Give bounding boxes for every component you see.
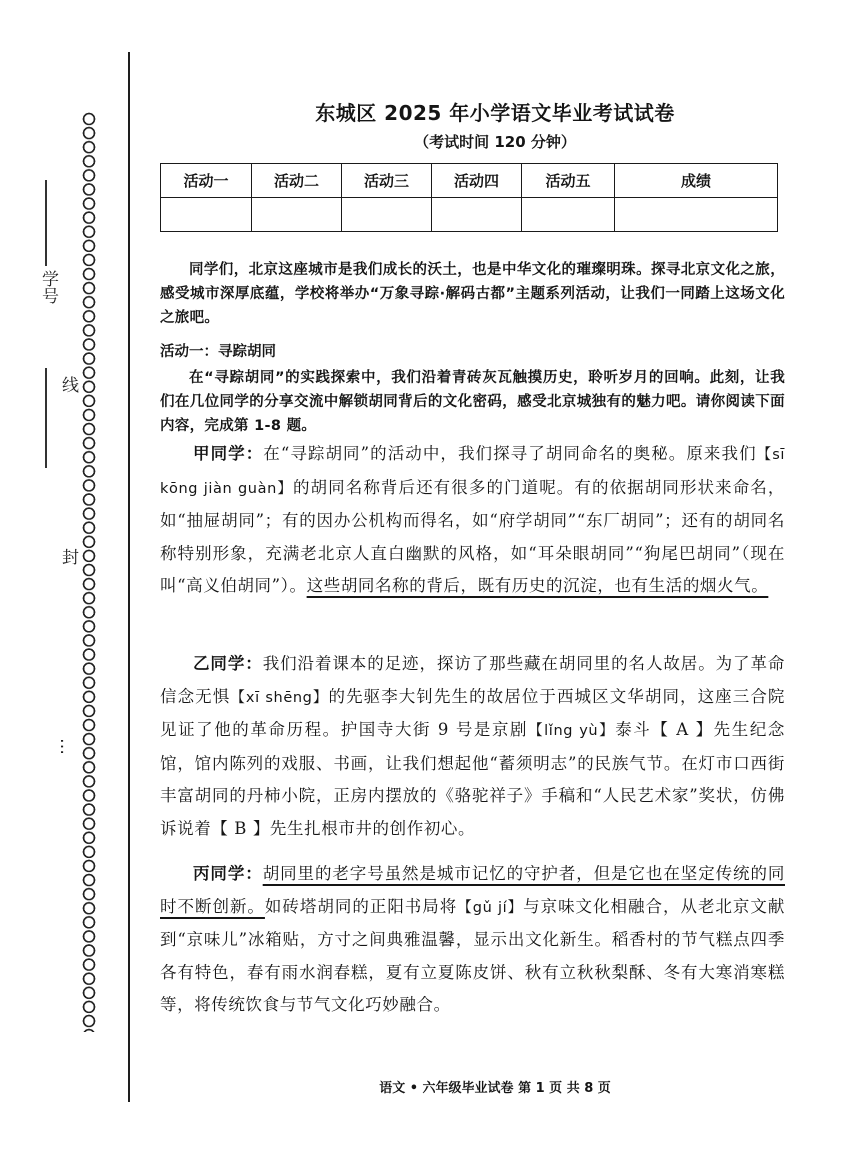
intro-paragraph: 同学们，北京这座城市是我们成长的沃土，也是中华文化的璀璨明珠。探寻北京文化之旅，感受城市深厚底蕴，学校将举办“万象寻踪·解码古都”主题系列活动，让我们一同踏上这场文化之旅吧。 (160, 262, 785, 326)
binding-margin (0, 0, 128, 1154)
jia-underlined-sentence: 这些胡同名称的背后，既有历史的沉淀，也有生活的烟火气。 (306, 576, 769, 595)
bing-underlined-sentence: 胡同里的老字号虽然是城市记忆的守护者，但是它也在坚定传统的同时不断创新。 (160, 864, 785, 916)
binding-blank-2 (45, 368, 47, 468)
score-cell-activity3[interactable] (342, 198, 432, 232)
activity1-heading: 活动一：寻踪胡同 (160, 344, 276, 360)
activity1-intro: 在“寻踪胡同”的实践探索中，我们沿着青砖灰瓦触摸历史，聆听岁月的回响。此刻，让我们在几位同学的分享交流中解锁胡同背后的文化密码，感受北京城独有的魅力吧。请你阅读下面内容，完成第 1-8 题。 (160, 370, 785, 434)
passage-yi (160, 648, 785, 845)
score-cell-activity1[interactable] (161, 198, 252, 232)
score-table-entry-row (161, 198, 778, 232)
binding-label-student-id: 学号 (38, 270, 58, 304)
score-cell-activity5[interactable] (522, 198, 615, 232)
score-cell-total[interactable] (615, 198, 778, 232)
yi-text-1: 我们沿着课本的足迹，探访了那些藏在胡同里的名人故居。为了革命信念无惧 (160, 654, 785, 706)
exam-title: 东城区 2025 年小学语文毕业考试试卷 (315, 101, 675, 125)
score-col-activity2: 活动二 (252, 164, 342, 198)
passage-bing (160, 858, 785, 1022)
binding-label-dots: … (56, 738, 76, 755)
score-col-activity4: 活动四 (432, 164, 522, 198)
yi-text-2: 的先驱李大钊先生的故居位于西城区文华胡同，这座三合院见证了他的革命历程。护国寺大街 9 号是京剧 (160, 686, 785, 739)
jia-text-1: 在“寻踪胡同”的活动中，我们探寻了胡同命名的奥秘。原来我们 (263, 444, 757, 463)
binding-label-seal: 封 (58, 548, 78, 565)
binding-label-line: 线 (58, 376, 78, 393)
speaker-jia: 甲同学： (193, 444, 264, 463)
passage-jia (160, 438, 785, 603)
student-id-blank (45, 180, 47, 266)
score-table-header-row (161, 164, 778, 198)
score-col-activity1: 活动一 (161, 164, 252, 198)
yi-text-3: 泰斗【 A 】先生纪念馆，馆内陈列的戏服、书画，让我们想起他“蓄须明志”的民族气节。在灯市口西街丰富胡同的丹柿小院，正房内摆放的《骆驼祥子》手稿和“人民艺术家”奖状，仿佛诉说着【 B 】先生扎根市井的创作初心。 (160, 720, 785, 838)
speaker-bing: 丙同学： (193, 864, 263, 883)
score-col-activity5: 活动五 (522, 164, 615, 198)
speaker-yi: 乙同学： (193, 654, 263, 673)
binding-hole-column (82, 112, 96, 1032)
page-footer: 语文 • 六年级毕业试卷 第 1 页 共 8 页 (379, 1081, 611, 1096)
jia-text-2: 的胡同名称背后还有很多的门道呢。有的依据胡同形状来命名，如“抽屉胡同”；有的因办公机构而得名，如“府学胡同”“东厂胡同”；还有的胡同名称特别形象，充满老北京人直白幽默的风格，如“耳朵眼胡同”“狗尾巴胡同”（现在叫“高义伯胡同”）。 (160, 477, 785, 595)
jia-pinyin-1: 【sī kōng jiàn guàn】 (160, 447, 785, 497)
yi-pinyin-2: 【lǐng yù】 (528, 723, 616, 739)
exam-duration: （考试时间 120 分钟） (414, 133, 576, 151)
score-cell-activity4[interactable] (432, 198, 522, 232)
bing-text-1: 如砖塔胡同的正阳书局将 (264, 896, 458, 916)
bing-text-2: 与京味文化相融合，从老北京文献到“京味儿”冰箱贴，方寸之间典雅温馨，显示出文化新生。稻香村的节气糕点四季各有特色，春有雨水润春糕，夏有立夏陈皮饼、秋有立秋秋梨酥、冬有大寒消寒糕等，将传统饮食与节气文化巧妙融合。 (160, 896, 785, 1014)
binding-rule (128, 52, 130, 1102)
score-cell-activity2[interactable] (252, 198, 342, 232)
score-col-activity3: 活动三 (342, 164, 432, 198)
score-col-total: 成绩 (615, 164, 778, 198)
score-table (160, 163, 778, 232)
yi-pinyin-1: 【xī shēng】 (230, 689, 329, 706)
bing-pinyin-1: 【gǔ jí】 (457, 899, 524, 916)
